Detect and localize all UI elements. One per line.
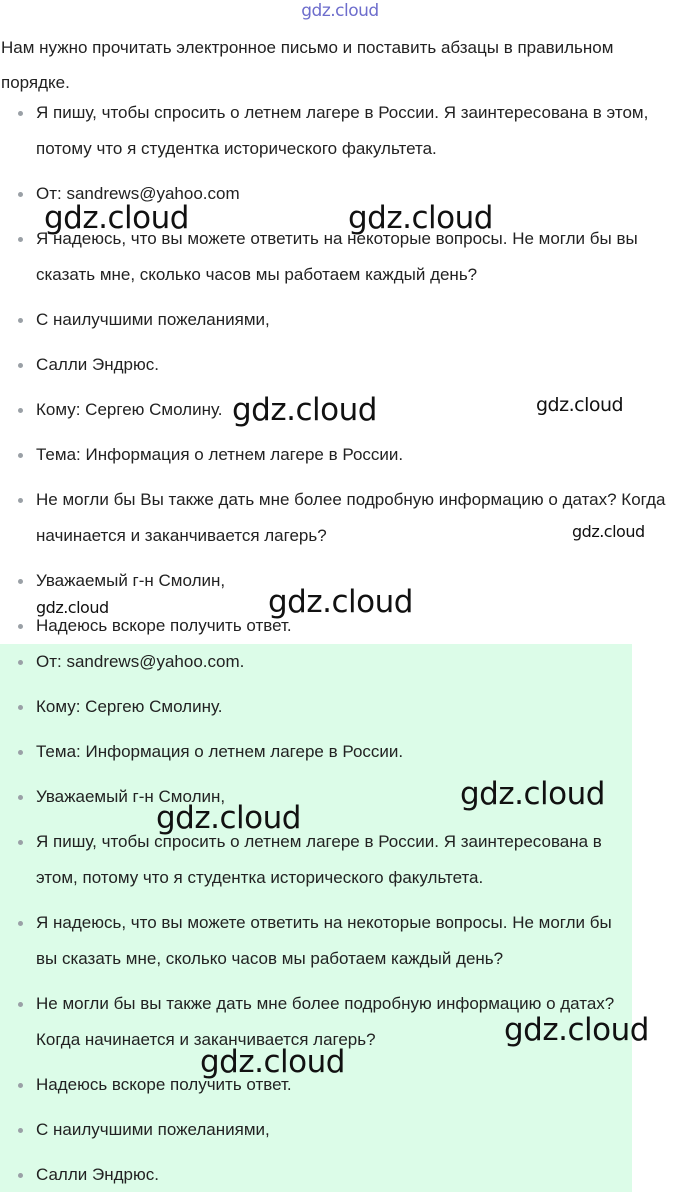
- list-item: Не могли бы вы также дать мне более подробную информацию о датах? Когда начинается и заканчивается лагерь?: [0, 986, 632, 1058]
- list-item: С наилучшими пожеланиями,: [0, 1112, 632, 1148]
- watermark-text: gdz.cloud: [504, 1012, 649, 1048]
- watermark-text: gdz.cloud: [572, 522, 645, 541]
- list-item: Я пишу, чтобы спросить о летнем лагере в России. Я заинтересована в этом, потому что я студентка исторического факультета.: [0, 95, 680, 167]
- list-item: С наилучшими пожеланиями,: [0, 302, 680, 338]
- watermark-text: gdz.cloud: [156, 800, 301, 836]
- list-item: Салли Эндрюс.: [0, 347, 680, 383]
- watermark-text: gdz.cloud: [536, 394, 624, 416]
- watermark-text: gdz.cloud: [36, 598, 109, 617]
- top-watermark: gdz.cloud: [301, 1, 379, 21]
- list-item: Уважаемый г-н Смолин,: [0, 563, 680, 599]
- intro-text: Нам нужно прочитать электронное письмо и поставить абзацы в правильном порядке.: [1, 38, 614, 92]
- list-item: Надеюсь вскоре получить ответ.: [0, 1067, 632, 1103]
- watermark-text: gdz.cloud: [44, 200, 189, 236]
- answer-list: [0, 644, 632, 1192]
- list-item: Я пишу, чтобы спросить о летнем лагере в России. Я заинтересована в этом, потому что я студентка исторического факультета.: [0, 824, 632, 896]
- watermark-text: gdz.cloud: [268, 584, 413, 620]
- watermark-text: gdz.cloud: [348, 200, 493, 236]
- task-list: [0, 95, 680, 653]
- watermark-text: gdz.cloud: [232, 392, 377, 428]
- list-item: От: sandrews@yahoo.com.: [0, 644, 632, 680]
- list-item: От: sandrews@yahoo.com: [0, 176, 680, 212]
- list-item: Я надеюсь, что вы можете ответить на некоторые вопросы. Не могли бы вы сказать мне, сколько часов мы работаем каждый день?: [0, 221, 680, 293]
- list-item: Я надеюсь, что вы можете ответить на некоторые вопросы. Не могли бы вы сказать мне, сколько часов мы работаем каждый день?: [0, 905, 632, 977]
- list-item: Надеюсь вскоре получить ответ.: [0, 608, 680, 644]
- watermark-text: gdz.cloud: [460, 776, 605, 812]
- watermark-text: gdz.cloud: [200, 1044, 345, 1080]
- list-item: Тема: Информация о летнем лагере в России.: [0, 734, 632, 770]
- list-item: Не могли бы Вы также дать мне более подробную информацию о датах? Когда начинается и заканчивается лагерь?: [0, 482, 680, 554]
- list-item: Уважаемый г-н Смолин,: [0, 779, 632, 815]
- list-item: Кому: Сергею Смолину.: [0, 689, 632, 725]
- list-item: Тема: Информация о летнем лагере в России.: [0, 437, 680, 473]
- list-item: Кому: Сергею Смолину.: [0, 392, 680, 428]
- list-item: Салли Эндрюс.: [0, 1157, 632, 1192]
